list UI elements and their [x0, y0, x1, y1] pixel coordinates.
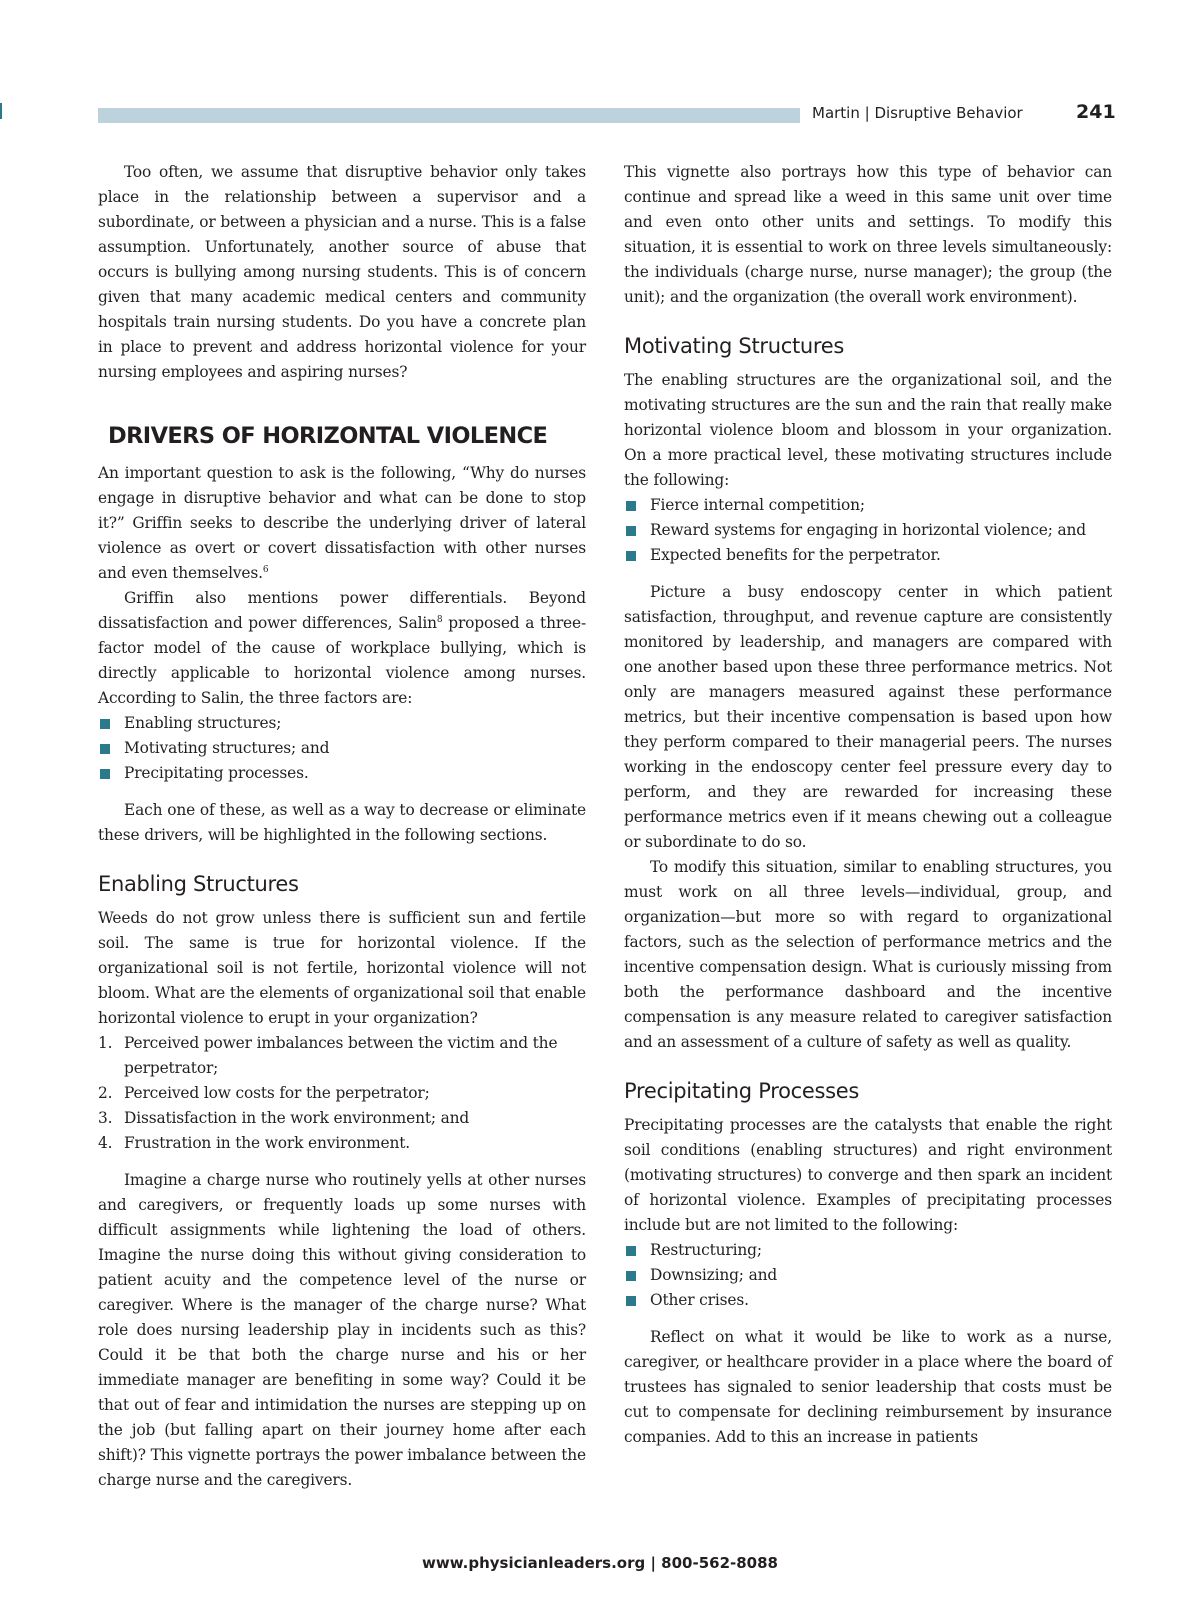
list-item-text: Expected benefits for the perpetrator. — [650, 546, 941, 564]
list-item-text: Dissatisfaction in the work environment; and — [124, 1109, 470, 1127]
paragraph — [98, 586, 586, 711]
page-number: 241 — [1076, 101, 1116, 123]
reference-marker: 8 — [436, 614, 443, 625]
list-item-text: Enabling structures; — [124, 714, 282, 732]
list-item — [98, 1131, 586, 1156]
list-item — [624, 493, 1112, 518]
subsection-heading: Motivating Structures — [624, 334, 845, 358]
subsection-heading: Precipitating Processes — [624, 1079, 860, 1103]
paragraph-text: Griffin also mentions power differentials. Beyond dissatisfaction and power differences, Salin — [98, 589, 586, 632]
list-item — [624, 518, 1112, 543]
list-item — [624, 1288, 1112, 1313]
motivating-list — [624, 493, 1112, 568]
square-bullet-icon — [100, 719, 110, 729]
square-bullet-icon — [626, 551, 636, 561]
precipitating-list — [624, 1238, 1112, 1313]
left-column — [98, 160, 586, 1493]
list-item — [98, 1031, 586, 1081]
paragraph: Reflect on what it would be like to work as a nurse, caregiver, or healthcare provider in a place where the board of trustees has signaled to senior leadership that costs must be cut to compensate for declining reimbursement by insurance companies. Add to this an increase in patients — [624, 1328, 1112, 1446]
paragraph: The enabling structures are the organizational soil, and the motivating structures are the sun and the rain that really make horizontal violence bloom and blossom in your organization. On a more practical level, these motivating structures include the following: — [624, 371, 1112, 489]
section-heading: DRIVERS OF HORIZONTAL VIOLENCE — [108, 423, 548, 449]
list-item — [98, 1106, 586, 1131]
list-number: 3. — [98, 1109, 113, 1127]
list-item — [98, 711, 586, 736]
square-bullet-icon — [626, 501, 636, 511]
list-item-text: Perceived low costs for the perpetrator; — [124, 1084, 430, 1102]
paragraph: Imagine a charge nurse who routinely yells at other nurses and caregivers, or frequently loads up some nurses with difficult assignments while lightening the load of others. Imagine the nurse doing this without giving consideration to patient acuity and the competence level of the nurse or caregiver. Where is the manager of the charge nurse? What role does nursing leadership play in incidents such as this? Could it be that both the charge nurse and his or her immediate manager are benefiting in some way? Could it be that out of fear and intimidation the nurses are stepping up on the job (but falling apart on their journey home after each shift)? This vignette portrays the power imbalance between the charge nurse and the caregivers. — [98, 1171, 586, 1489]
list-number: 1. — [98, 1034, 113, 1052]
paragraph — [98, 461, 586, 586]
list-item — [98, 736, 586, 761]
list-item-text: Reward systems for engaging in horizontal violence; and — [650, 521, 1086, 539]
list-number: 4. — [98, 1134, 113, 1152]
list-item-text: Motivating structures; and — [124, 739, 330, 757]
paragraph-text: proposed a three-factor model of the cause of workplace bullying, which is directly applicable to horizontal violence among nurses. According to Salin, the three factors are: — [98, 614, 586, 707]
square-bullet-icon — [100, 769, 110, 779]
header-bar — [98, 108, 800, 123]
list-item — [624, 1238, 1112, 1263]
paragraph: Weeds do not grow unless there is sufficient sun and fertile soil. The same is true for horizontal violence. If the organizational soil is not fertile, horizontal violence will not bloom. What are the elements of organizational soil that enable horizontal violence to erupt in your organization? — [98, 909, 586, 1027]
list-item — [98, 1081, 586, 1106]
paragraph: Too often, we assume that disruptive behavior only takes place in the relationship between a supervisor and a subordinate, or between a physician and a nurse. This is a false assumption. Unfortunately, another source of abuse that occurs is bullying among nursing students. This is of concern given that many academic medical centers and community hospitals train nursing students. Do you have a concrete plan in place to prevent and address horizontal violence for your nursing employees and aspiring nurses? — [98, 163, 586, 381]
right-column — [624, 160, 1112, 1450]
paragraph: To modify this situation, similar to enabling structures, you must work on all three levels—individual, group, and organization—but more so with regard to organizational factors, such as the selection of performance metrics and the incentive compensation design. What is curiously missing from both the performance dashboard and the incentive compensation is any measure related to caregiver satisfaction and an assessment of a culture of safety as well as quality. — [624, 858, 1112, 1051]
footer-contact: www.physicianleaders.org | 800-562-8088 — [422, 1554, 778, 1572]
list-item-text: Downsizing; and — [650, 1266, 778, 1284]
paragraph: Each one of these, as well as a way to decrease or eliminate these drivers, will be highlighted in the following sections. — [98, 801, 586, 844]
square-bullet-icon — [626, 1296, 636, 1306]
square-bullet-icon — [626, 1271, 636, 1281]
square-bullet-icon — [626, 1246, 636, 1256]
paragraph: Picture a busy endoscopy center in which patient satisfaction, throughput, and revenue capture are consistently monitored by leadership, and managers are compared with one another based upon these three performance metrics. Not only are managers measured against these performance metrics, but their incentive compensation is based upon how they perform compared to their managerial peers. The nurses working in the endoscopy center feel pressure every day to perform, and they are rewarded for increasing these performance metrics even if it means chewing out a colleague or subordinate to do so. — [624, 583, 1112, 851]
list-item-text: Perceived power imbalances between the victim and the perpetrator; — [124, 1034, 558, 1077]
running-head: Martin | Disruptive Behavior — [812, 104, 1023, 122]
subsection-heading: Enabling Structures — [98, 872, 299, 896]
paragraph: This vignette also portrays how this type of behavior can continue and spread like a weed in this same unit over time and even onto other units and settings. To modify this situation, it is essential to work on three levels simultaneously: the individuals (charge nurse, nurse manager); the group (the unit); and the organization (the overall work environment). — [624, 163, 1112, 306]
factor-list — [98, 711, 586, 786]
list-item — [98, 761, 586, 786]
reference-marker: 6 — [262, 564, 269, 575]
list-item-text: Restructuring; — [650, 1241, 762, 1259]
list-item-text: Precipitating processes. — [124, 764, 309, 782]
enabling-list — [98, 1031, 586, 1156]
list-item-text: Fierce internal competition; — [650, 496, 865, 514]
page-edge-marker — [0, 103, 2, 119]
list-item-text: Frustration in the work environment. — [124, 1134, 411, 1152]
square-bullet-icon — [100, 744, 110, 754]
square-bullet-icon — [626, 526, 636, 536]
list-number: 2. — [98, 1084, 113, 1102]
list-item-text: Other crises. — [650, 1291, 749, 1309]
paragraph-text: An important question to ask is the following, “Why do nurses engage in disruptive behavior and what can be done to stop it?” Griffin seeks to describe the underlying driver of lateral violence as overt or covert dissatisfaction with other nurses and even themselves. — [98, 464, 586, 582]
list-item — [624, 543, 1112, 568]
list-item — [624, 1263, 1112, 1288]
paragraph: Precipitating processes are the catalysts that enable the right soil conditions (enabling structures) and right environment (motivating structures) to converge and then spark an incident of horizontal violence. Examples of precipitating processes include but are not limited to the following: — [624, 1116, 1112, 1234]
